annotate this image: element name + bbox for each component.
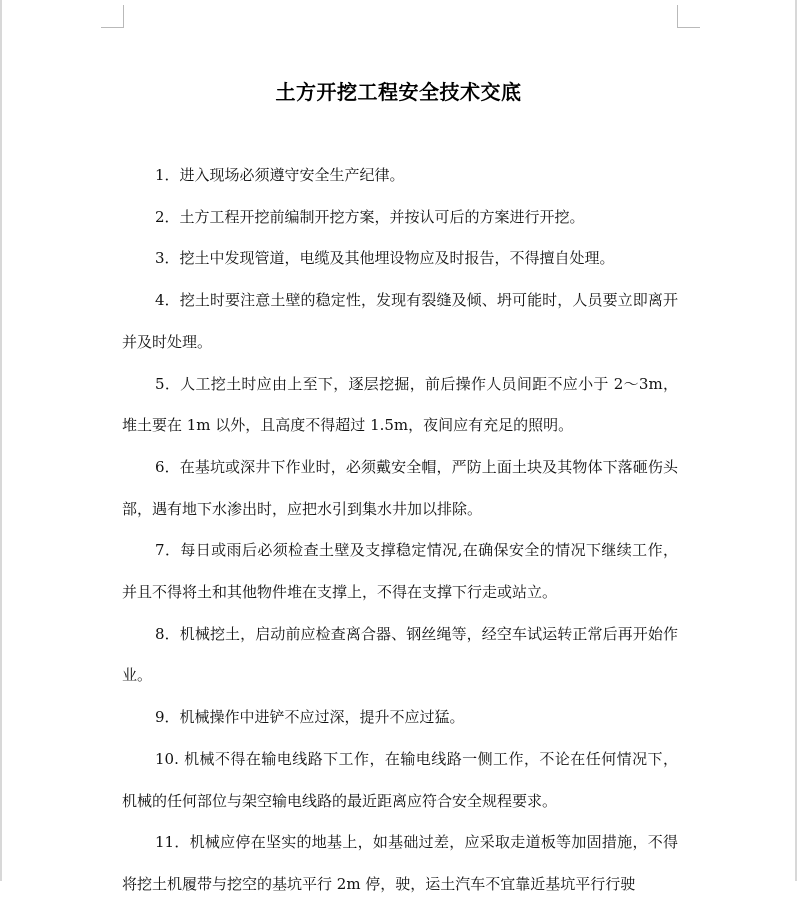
paragraph-6: 6．在基坑或深井下作业时，必须戴安全帽，严防上面土块及其物体下落砸伤头部，遇有地下水渗出时，应把水引到集水井加以排除。 [122,457,678,518]
paragraph-3: 3．挖土中发现管道，电缆及其他埋设物应及时报告，不得擅自处理。 [155,249,615,268]
paragraph-1: 1．进入现场必须遵守安全生产纪律。 [155,166,405,184]
paragraph-9: 9．机械操作中进铲不应过深，提升不应过猛。 [155,708,465,727]
paragraph-8: 8．机械挖土，启动前应检查离合器、钢丝绳等，经空车试运转正常后再开始作业。 [122,624,678,685]
document-body [122,155,678,906]
document-title: 土方开挖工程安全技术交底 [275,80,522,104]
paragraph-7: 7．每日或雨后必须检查土壁及支撑稳定情况,在确保安全的情况下继续工作，并且不得将土和其他物件堆在支撑上，不得在支撑下行走或站立。 [122,541,678,602]
paragraph-10: 10. 机械不得在输电线路下工作，在输电线路一侧工作，不论在任何情况下，机械的任何部位与架空输电线路的最近距离应符合安全规程要求。 [122,749,678,810]
page-left-edge [0,0,2,881]
paragraph-2: 2．土方工程开挖前编制开挖方案，并按认可后的方案进行开挖。 [155,207,585,226]
margin-mark-top-left [101,5,124,28]
paragraph-11: 11．机械应停在坚实的地基上，如基础过差，应采取走道板等加固措施，不得将挖土机履带与挖空的基坑平行 2m 停，驶，运土汽车不宜靠近基坑平行行驶 [122,833,678,893]
margin-mark-top-right [677,5,700,28]
paragraph-5: 5．人工挖土时应由上至下，逐层挖掘，前后操作人员间距不应小于 2～3m，堆土要在 1m 以外，且高度不得超过 1.5m，夜间应有充足的照明。 [122,374,678,435]
paragraph-4: 4．挖土时要注意土壁的稳定性，发现有裂缝及倾、坍可能时，人员要立即离开并及时处理。 [122,291,678,351]
